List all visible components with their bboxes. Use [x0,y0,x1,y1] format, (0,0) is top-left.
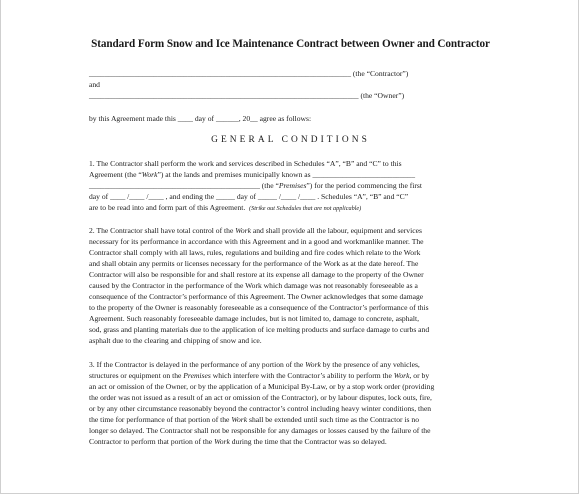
text-span: during the time that the Contractor was so delayed. [229,437,387,446]
text-span: Contractor to perform that portion of the [89,437,215,446]
owner-line: _______________________________________________________________________ (the “Owner”) [89,91,405,100]
agreement-line: by this Agreement made this ____ day of ______, 20__ agree as follows: [89,114,312,123]
text-span: , or by [409,371,430,380]
section-heading: GENERAL CONDITIONS [211,135,370,145]
clause-3-line: the order was not issued as a result of an act or omission of the Contractor), or by labour disputes, lock outs, fire, [89,393,432,402]
strike-note: (Strike out Schedules that are not applicable) [249,205,362,212]
clause-1-line [89,203,361,214]
contractor-line: _____________________________________________________________________ (the “Contractor”) [89,69,409,78]
clause-3-line [89,415,419,425]
clause-3-line [89,371,429,381]
text-span: 2. The Contractor shall have total control of the [89,226,236,235]
clause-2-line: consequence of the Contractor’s performance of this Agreement. The Owner acknowledges that some damage [89,292,424,301]
italic-span: Work [231,415,248,424]
clause-1-line [89,170,415,180]
clause-2-line: to the property of the Owner is reasonably foreseeable as a consequence of the Contractor’s performance of this [89,303,429,312]
clause-2-line: caused by the Contractor in the performance of the Work which damage was not reasonably foreseeable as a [89,281,418,290]
italic-span: Work [305,360,321,369]
italic-span: Premises [278,181,307,190]
italic-span: Work [141,170,158,179]
text-span: which interfere with the Contractor’s ability to perform the [210,371,394,380]
clause-3-line: an act or omission of the Owner, or by the application of a Municipal By-Law, or by a stop work order (providing [89,382,435,391]
text-span: are to be read into and form part of this Agreement. [89,203,246,212]
clause-1-line: 1. The Contractor shall perform the work and services described in Schedules “A”, “B” and “C” to this [89,159,402,168]
text-span: ”) at the lands and premises municipally known as ___________________________ [157,170,416,179]
text-span: Agreement (the “ [89,170,142,179]
text-span: ”) for the period commencing the first [306,181,422,190]
clause-2-line [89,226,422,236]
clause-2-line: asphalt due to the clearing and chipping of snow and ice. [89,336,262,345]
clause-1-line [89,181,422,191]
italic-span: Work [235,226,251,235]
italic-span: Premises [183,371,211,380]
italic-span: Work [214,437,230,446]
text-span: the time for performance of that portion of the [89,415,232,424]
clause-2-line: sod, grass and planting materials due to the application of ice melting products and surface damage to curbs and [89,325,430,334]
text-span: shall be extended until such time as the Contractor is no [247,415,419,424]
text-span: structures or equipment on the [89,371,184,380]
clause-2-line: Contractor shall comply with all laws, rules, regulations and building and fire codes which relate to the Work [89,248,421,257]
clause-3-line: longer so delayed. The Contractor shall not be responsible for any damages or losses caused by the failure of the [89,426,431,435]
clause-3-line [89,360,420,370]
text-span: _____________________________________________ (the “ [89,181,279,190]
clause-3-line: or by any other circumstance reasonably beyond the contractor’s control including heavy winter conditions, then [89,404,432,413]
document-title: Standard Form Snow and Ice Maintenance Contract between Owner and Contractor [91,38,490,50]
text-span: 3. If the Contractor is delayed in the performance of any portion of the [89,360,306,369]
and-label: and [89,80,100,89]
clause-2-line: and shall obtain any permits or licenses necessary for the performance of the Work as at the date hereof. The [89,259,419,268]
clause-2-line: Contractor will also be responsible for and shall restore at its expense all damage to the property of the Owner [89,270,424,279]
text-span: and shall provide all the labour, equipment and services [250,226,422,235]
clause-2-line: Agreement. Such reasonably foreseeable damage includes, but is not limited to, damage to concrete, asphalt, [89,314,420,323]
clause-2-line: necessary for its performance in accordance with this Agreement and in a good and workmanlike manner. The [89,237,424,246]
italic-span: Work [393,371,410,380]
text-span: by the presence of any vehicles, [320,360,420,369]
clause-3-line [89,437,387,447]
clause-1-line: day of ____ /____ /____ , and ending the _____ day of _____ /____ /____ . Schedules “A”, “B” and “C” [89,192,409,201]
